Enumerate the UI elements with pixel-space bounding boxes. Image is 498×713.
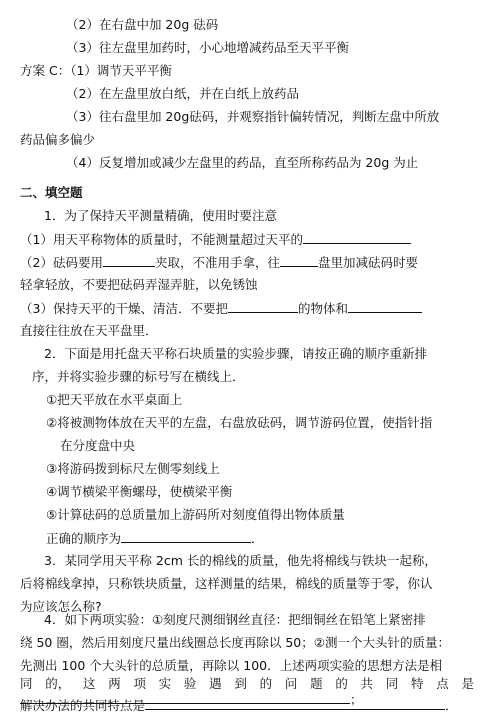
step-b2: （2）在右盘中加 20g 砝码 (66, 17, 219, 32)
question-4-line3: 先测出 100 个大头针的总质量，再除以 100．上述两项实验的思想方法是相 (20, 658, 443, 673)
semicolon: ； (350, 692, 363, 707)
question-1-item-2-text-b: 夹取，不准用手拿，往 (154, 255, 280, 270)
answer-blank[interactable] (145, 697, 445, 710)
justified-char: 题 (310, 676, 323, 691)
question-1-item-3-cont: 直接往往放在天平盘里． (20, 323, 158, 338)
justified-char: 项 (133, 676, 146, 691)
justified-char: 特 (411, 676, 424, 691)
question-4-line4 (20, 676, 474, 692)
step-c3-line1: （3）往右盘里加 20g砝码，并观察指针偏转情况，判断左盘中所放 (66, 109, 440, 124)
question-4-line2: 绕 50 圈，然后用刻度尺量出线圈总长度再除以 50；②测一个大头针的质量： (20, 635, 450, 650)
answer-blank[interactable] (348, 300, 422, 313)
step-c3-line2: 药品偏多偏少 (20, 132, 96, 147)
answer-blank[interactable] (103, 254, 155, 267)
step-4: ④调节横梁平衡螺母，使横梁平衡 (46, 484, 233, 499)
question-1-item-3-text-a: （3）保持天平的干燥、清洁．不要把 (20, 301, 228, 316)
question-1-item-1 (20, 231, 411, 248)
justified-char: 实 (158, 676, 172, 691)
order-end: ． (251, 531, 264, 546)
step-3: ③将游码拨到标尺左侧零刻线上 (46, 461, 220, 476)
question-2-line2: 序，并将实验步骤的标号写在横线上． (32, 369, 245, 384)
answer-blank[interactable] (121, 530, 251, 543)
justified-char: 的， (45, 676, 71, 691)
question-1-item-2-cont: 轻拿轻放，不要把砝码弄湿弄脏，以免锈蚀 (20, 277, 258, 292)
justified-char: 两 (108, 676, 121, 691)
plan-c-title: 方案 C：（1）调节天平平衡 (20, 63, 172, 78)
justified-char: 问 (284, 676, 298, 691)
justified-char: 遇 (209, 676, 222, 691)
question-3-line3: 为应该怎么称? (20, 599, 102, 614)
order-answer-line (46, 530, 264, 547)
question-1-item-3 (20, 300, 422, 317)
step-2-line2: 在分度盘中央 (60, 438, 136, 453)
answer-blank[interactable] (280, 254, 318, 267)
step-b3: （3）往左盘里加药时，小心地增减药品至天平平衡 (66, 40, 349, 55)
justified-char: 同 (385, 676, 399, 691)
justified-char: 这 (82, 676, 96, 691)
solution-end: ． (445, 698, 458, 713)
question-1-item-2-text-c: 盘里加减砝码时要 (317, 255, 418, 270)
step-2-line1: ②将被测物体放在天平的左盘，右盘放砝码，调节游码位置，使指针指 (46, 415, 433, 430)
question-2-line1: 2．下面是用托盘天平称石块质量的实验步骤，请按正确的顺序重新排 (44, 346, 427, 361)
justified-char: 到 (234, 676, 247, 691)
question-3-line2: 后将棉线拿掉，只称铁块质量，这样测量的结果，棉线的质量等于零，你认 (20, 576, 433, 591)
step-1: ①把天平放在水平桌面上 (46, 392, 183, 407)
justified-char: 的 (259, 676, 273, 691)
step-c2: （2）在左盘里放白纸，并在白纸上放药品 (66, 86, 299, 101)
solution-label: 解决办法的共同特点是 (20, 698, 146, 713)
justified-char: 共 (360, 676, 374, 691)
justified-char: 同 (20, 676, 33, 691)
question-1-item-2-text-a: （2）砝码要用 (20, 255, 103, 270)
justified-char: 验 (183, 676, 197, 691)
question-1-item-3-text-b: 的物体和 (297, 301, 348, 316)
section-title: 二、填空题 (20, 185, 83, 200)
question-4-line1: 4．如下两项实验：①刻度尺测细钢丝直径：把细铜丝在铅笔上紧密排 (44, 612, 426, 627)
answer-blank[interactable] (303, 231, 411, 244)
question-1-item-2 (20, 254, 418, 271)
answer-blank[interactable] (228, 300, 298, 313)
justified-char: 点 (436, 676, 449, 691)
order-label: 正确的顺序为 (46, 531, 122, 546)
question-3-line1: 3．某同学用天平称 2cm 长的棉线的质量，他先将棉线与铁块一起称， (44, 553, 437, 568)
step-c4: （4）反复增加或减少左盘里的药品，直至所称药品为 20g 为止 (66, 155, 419, 170)
step-5: ⑤计算砝码的总质量加上游码所对刻度值得出物体质量 (46, 507, 345, 522)
justified-char: 的 (335, 676, 348, 691)
question-1: 1．为了保持天平测量精确，使用时要注意 (44, 208, 277, 223)
justified-char: 是 (461, 676, 474, 691)
question-1-item-1-text: （1）用天平称物体的质量时，不能测量超过天平的 (20, 232, 303, 247)
